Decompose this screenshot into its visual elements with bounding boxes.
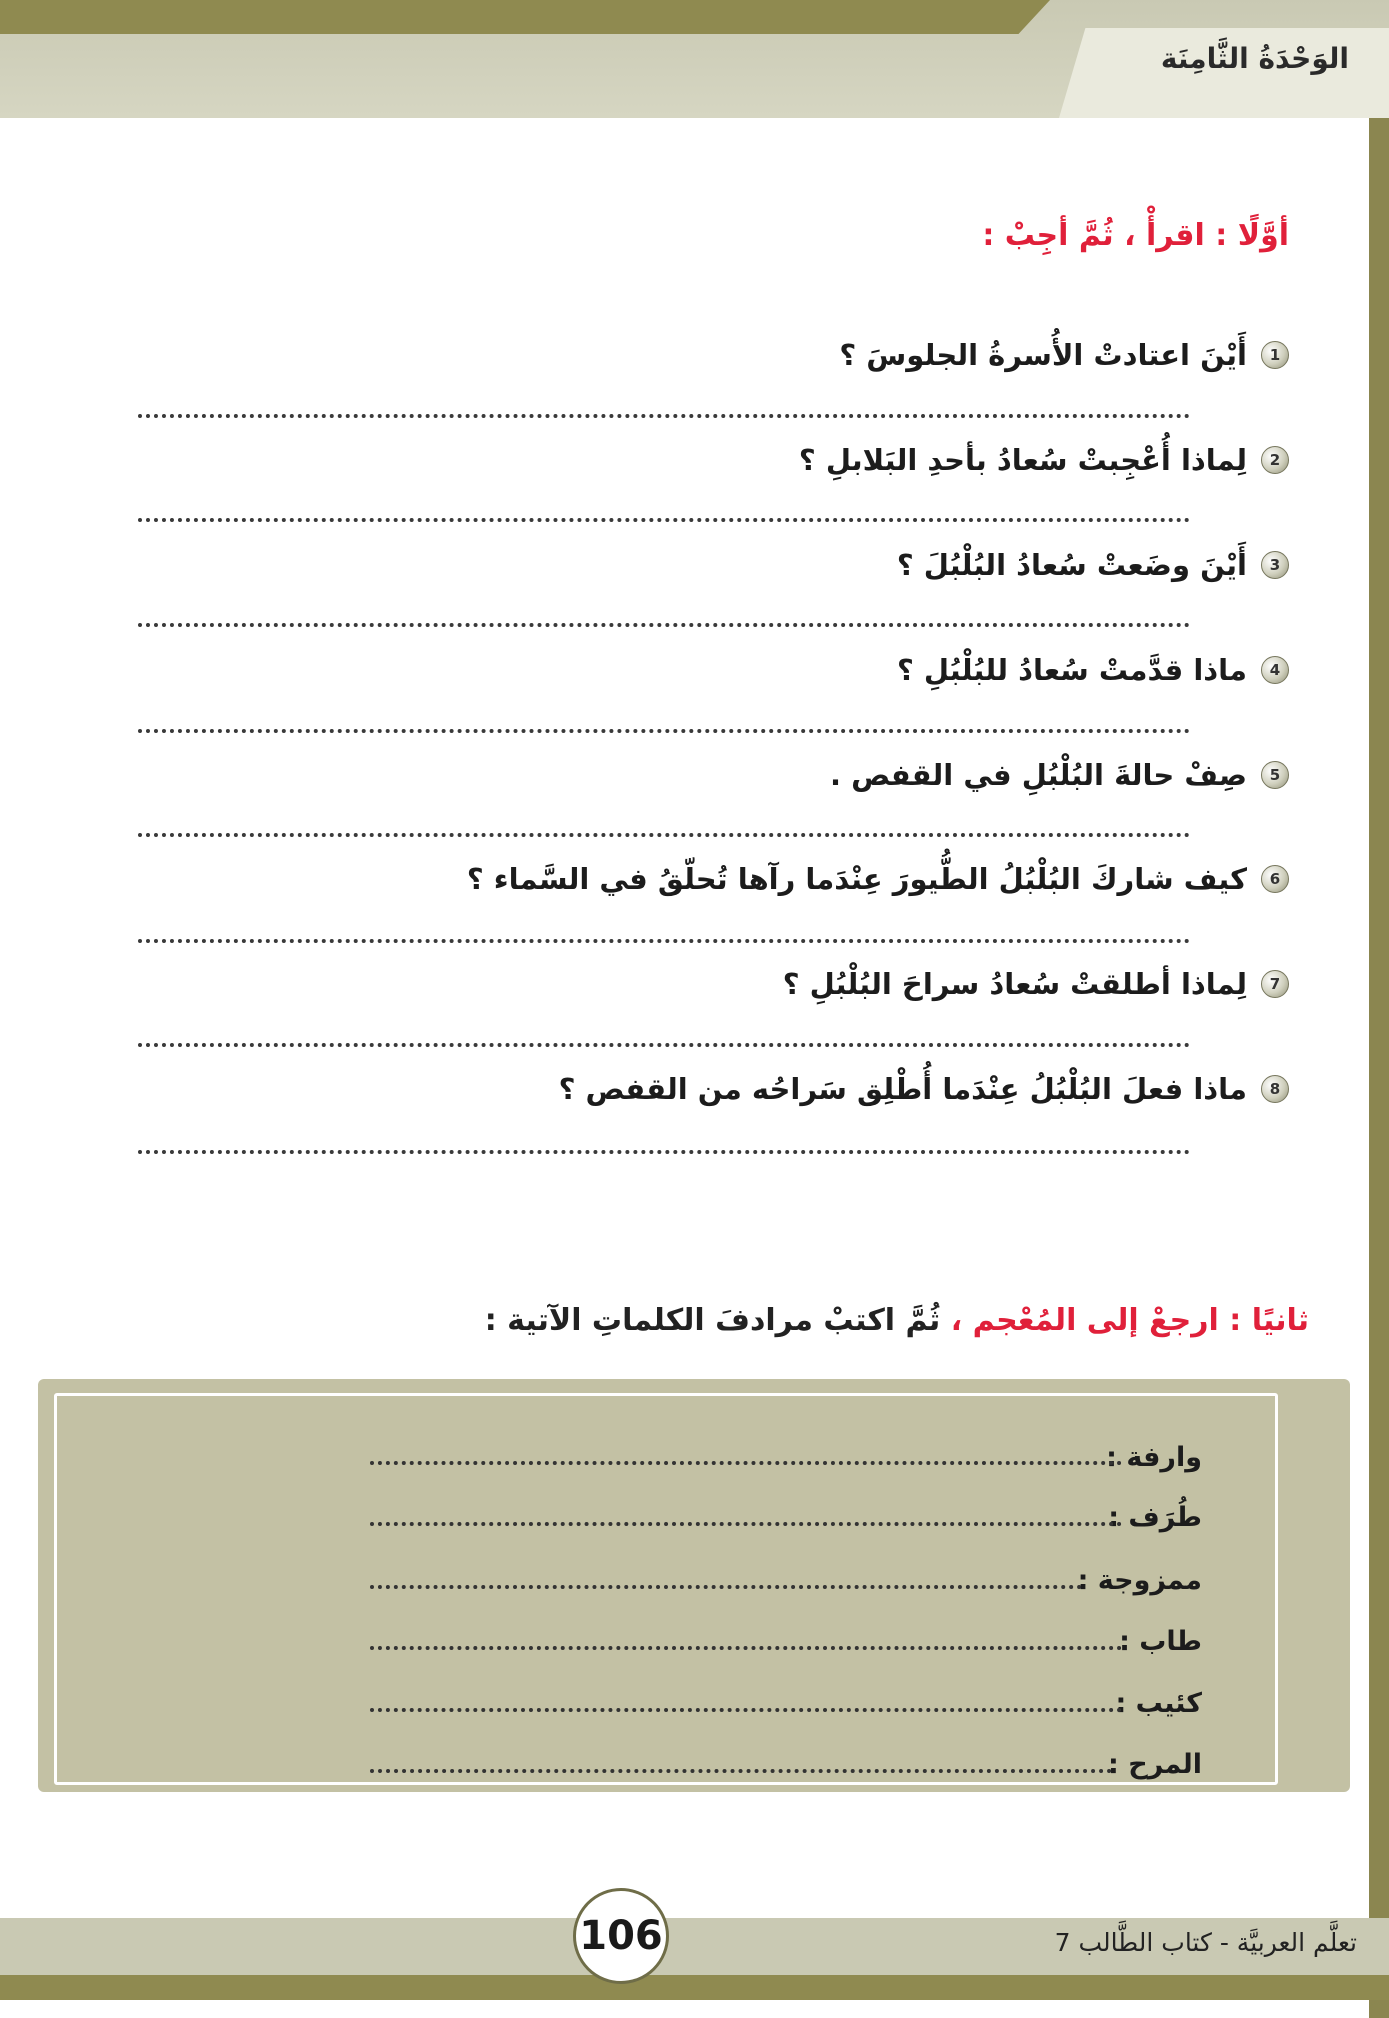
synonym-word-3: ممزوجة : [1077, 1564, 1202, 1596]
question-text-1: أَيْنَ اعتادتْ الأُسرةُ الجلوسَ ؟ [839, 338, 1247, 372]
section2-title-red: ثانيًا : ارجعْ إلى المُعْجم ، [940, 1303, 1309, 1338]
question-2 [799, 443, 1289, 477]
question-text-4: ماذا قدَّمتْ سُعادُ للبُلْبُلِ ؟ [896, 653, 1247, 687]
synonym-answer-line-3[interactable] [370, 1585, 1082, 1589]
synonym-answer-line-1[interactable] [370, 1461, 1122, 1465]
number-badge-6: 6 [1261, 865, 1289, 893]
number-badge-2: 2 [1261, 446, 1289, 474]
question-5 [830, 758, 1289, 792]
question-text-2: لِماذا أُعْجِبتْ سُعادُ بأحدِ البَلابلِ ؟ [798, 443, 1247, 477]
synonym-answer-line-2[interactable] [370, 1522, 1122, 1526]
synonym-row-6 [1108, 1744, 1202, 1784]
question-1 [839, 338, 1289, 372]
section2-title-dark: ثُمَّ اكتبْ مرادفَ الكلماتِ الآتية : [484, 1303, 941, 1338]
question-text-8: ماذا فعلَ البُلْبُلُ عِنْدَما أُطْلِق سَراحُه من القفص ؟ [558, 1072, 1247, 1106]
answer-line-4[interactable] [138, 729, 1190, 733]
number-badge-4: 4 [1261, 656, 1289, 684]
answer-line-8[interactable] [138, 1150, 1190, 1154]
synonym-word-1: وارفة : [1106, 1441, 1202, 1473]
synonym-answer-line-5[interactable] [370, 1708, 1122, 1712]
synonym-word-5: كئيب : [1115, 1687, 1202, 1719]
number-badge-1: 1 [1261, 341, 1289, 369]
synonym-answer-line-6[interactable] [370, 1769, 1112, 1773]
synonym-row-1 [1106, 1437, 1202, 1477]
question-8 [559, 1072, 1289, 1106]
answer-line-2[interactable] [138, 518, 1190, 522]
synonym-row-5 [1115, 1683, 1202, 1723]
answer-line-3[interactable] [138, 623, 1190, 627]
synonym-word-6: المرح : [1108, 1748, 1202, 1780]
question-text-6: كيف شاركَ البُلْبُلُ الطُّيورَ عِنْدَما رآها تُحلّقُ في السَّماء ؟ [466, 862, 1247, 896]
page-number: 106 [573, 1888, 669, 1984]
question-6 [467, 862, 1289, 896]
number-badge-5: 5 [1261, 761, 1289, 789]
synonym-word-2: طُرَف : [1108, 1501, 1202, 1533]
footer-strip [0, 1975, 1389, 2000]
unit-title: الوَحْدَةُ الثَّامِنَة [1160, 42, 1349, 75]
section1-title: أوَّلًا : اقرأْ ، ثُمَّ أجِبْ : [982, 218, 1289, 253]
question-text-5: صِفْ حالةَ البُلْبُلِ في القفص . [829, 758, 1247, 792]
side-bar [1369, 118, 1389, 2018]
number-badge-8: 8 [1261, 1075, 1289, 1103]
answer-line-7[interactable] [138, 1043, 1190, 1047]
question-3 [897, 548, 1289, 582]
book-title: تعلَّم العربيَّة - كتاب الطَّالب 7 [1054, 1928, 1357, 1957]
synonym-answer-line-4[interactable] [370, 1646, 1122, 1650]
number-badge-3: 3 [1261, 551, 1289, 579]
synonym-word-4: طاب : [1119, 1625, 1202, 1657]
question-4 [897, 653, 1289, 687]
number-badge-7: 7 [1261, 970, 1289, 998]
answer-line-6[interactable] [138, 939, 1190, 943]
synonym-row-4 [1119, 1621, 1202, 1661]
header-strip [0, 0, 1050, 34]
answer-line-1[interactable] [138, 414, 1190, 418]
section2-title [485, 1303, 1309, 1338]
answer-line-5[interactable] [138, 833, 1190, 837]
synonym-row-3 [1078, 1560, 1202, 1600]
question-7 [783, 967, 1289, 1001]
question-text-3: أَيْنَ وضَعتْ سُعادُ البُلْبُلَ ؟ [896, 548, 1247, 582]
synonym-row-2 [1108, 1497, 1202, 1537]
question-text-7: لِماذا أطلقتْ سُعادُ سراحَ البُلْبُلِ ؟ [782, 967, 1247, 1001]
